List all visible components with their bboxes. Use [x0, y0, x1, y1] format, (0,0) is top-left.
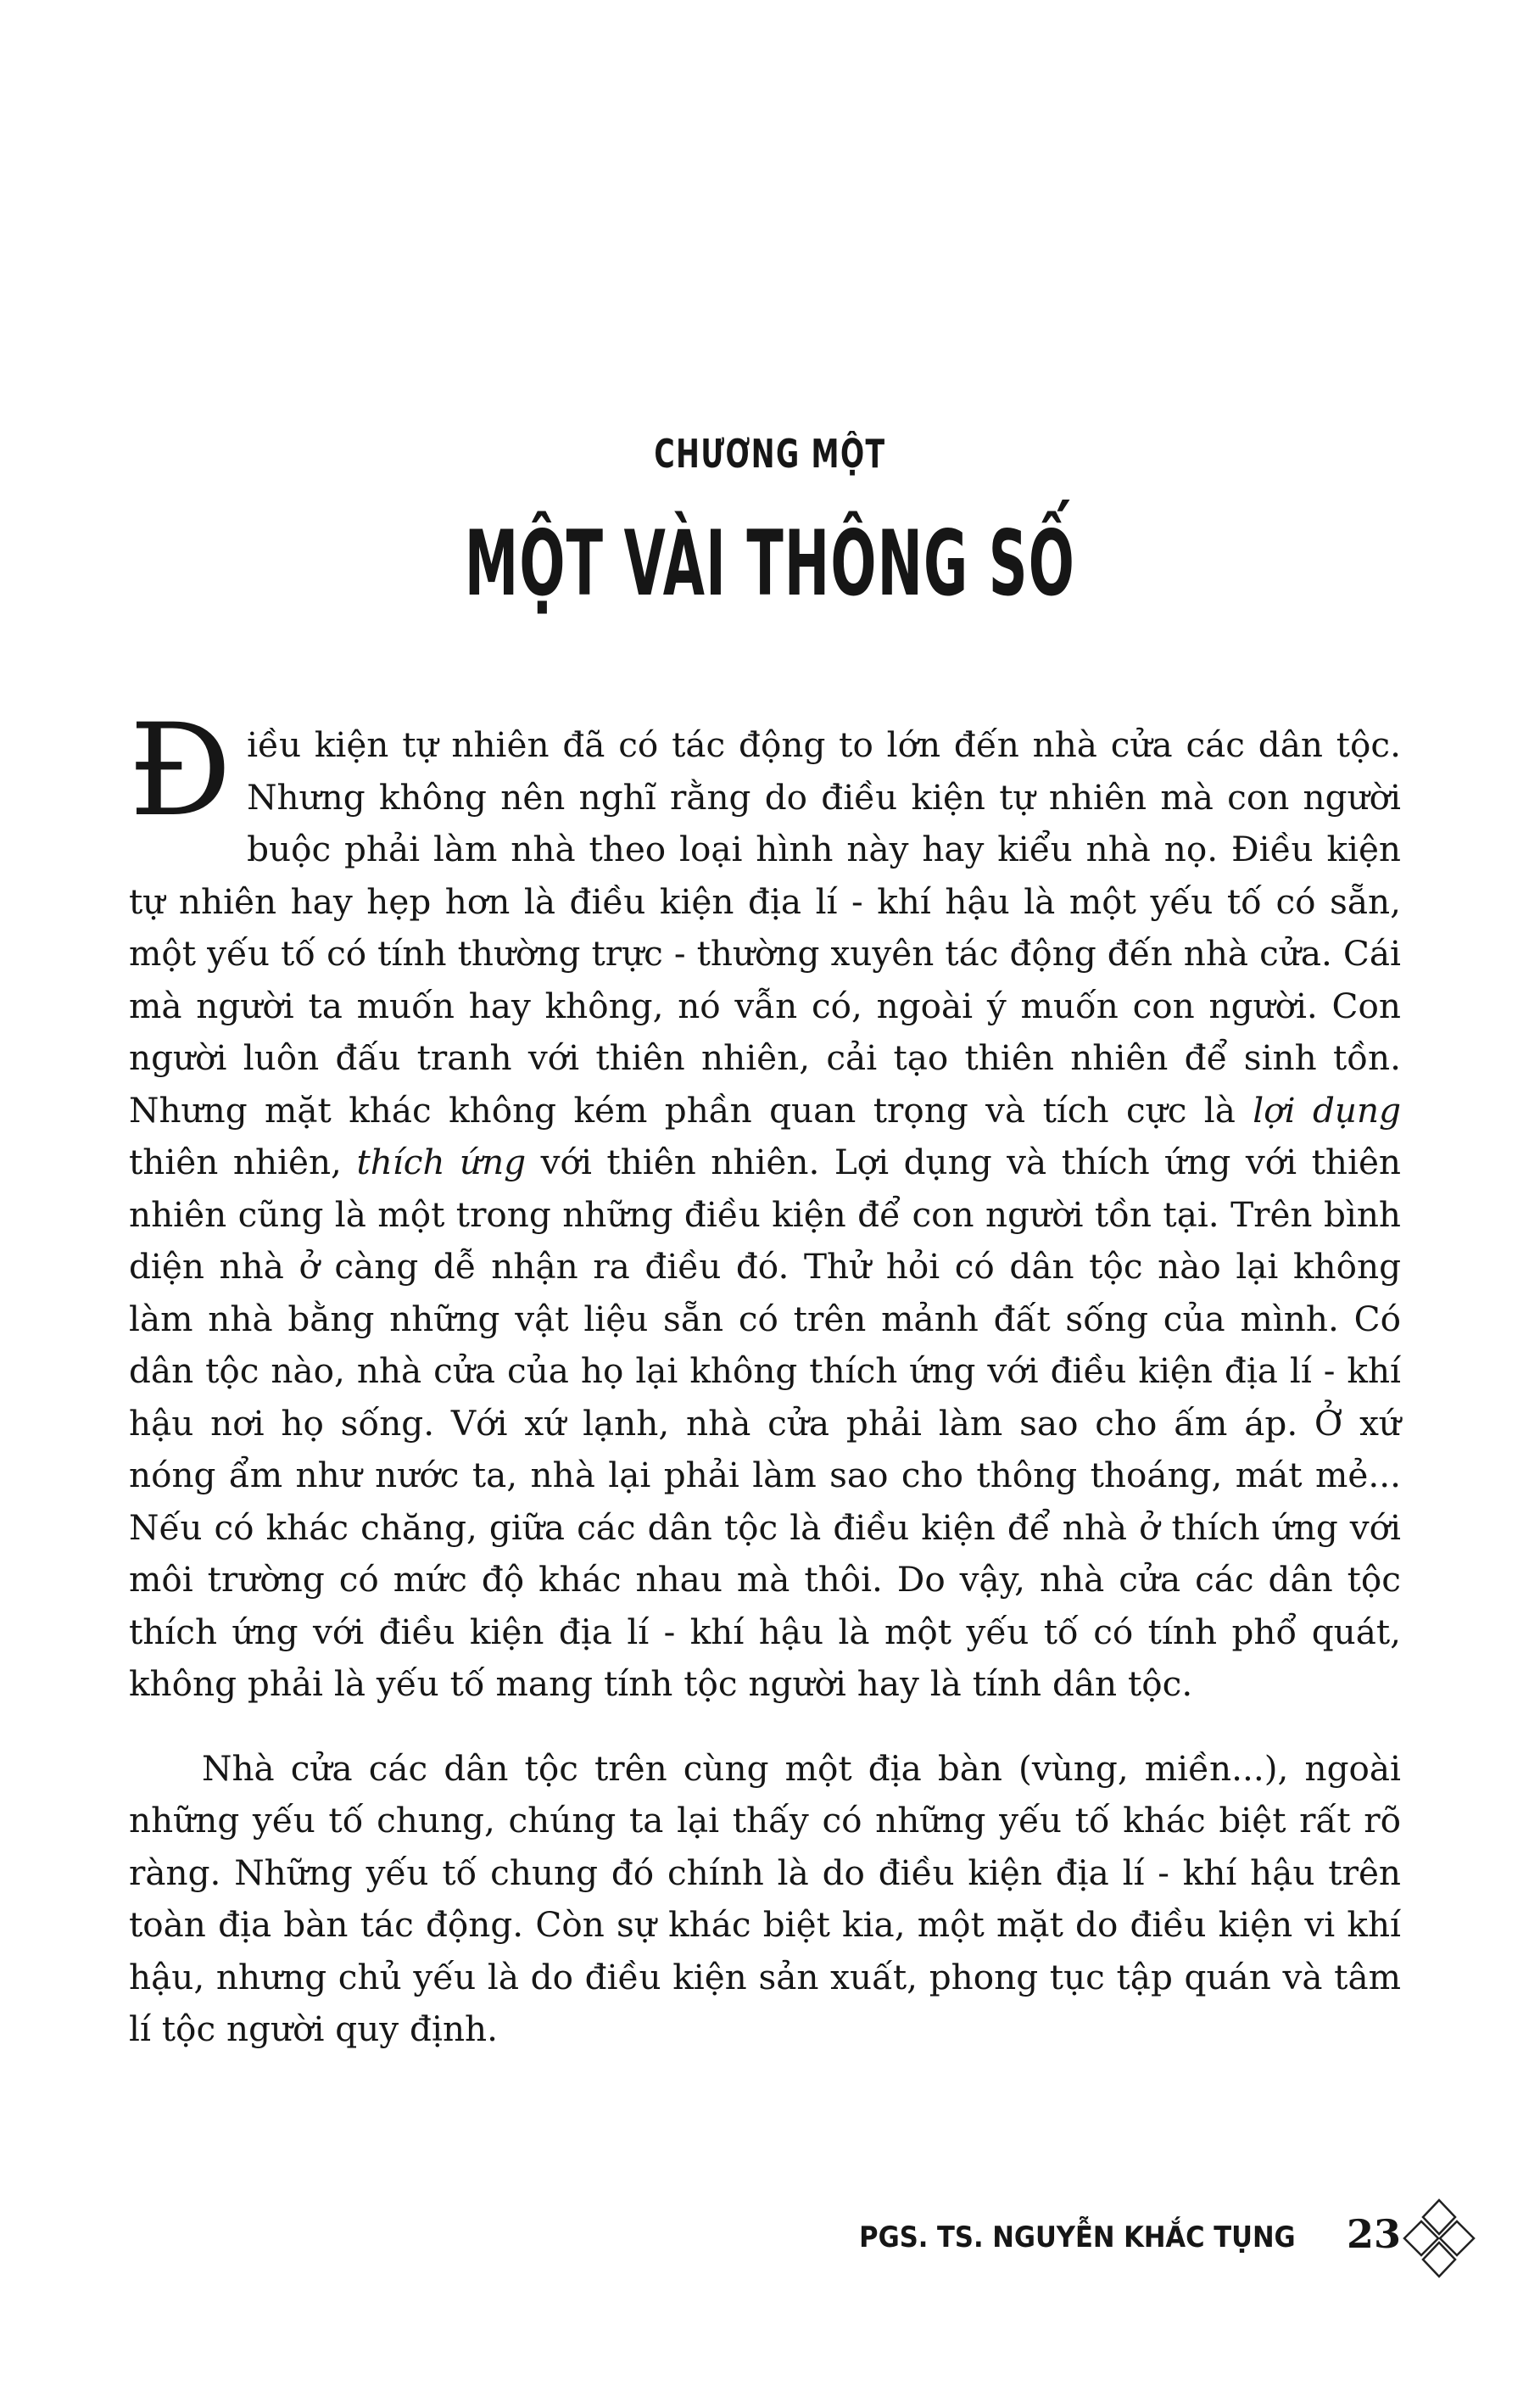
- emphasis-loi-dung: lợi dụng: [1253, 1089, 1401, 1131]
- chapter-title: MỘT VÀI THÔNG SỐ: [464, 511, 1076, 616]
- emphasis-thich-ung: thích ứng: [356, 1142, 527, 1182]
- diamond-ornament-icon: [1401, 2197, 1477, 2280]
- chapter-label: CHƯƠNG MỘT: [654, 431, 886, 477]
- paragraph-1-text-mid: thiên nhiên,: [129, 1142, 357, 1182]
- body-text: [129, 697, 1401, 2056]
- paragraph-1: [129, 697, 1401, 1711]
- footer-author: PGS. TS. NGUYỄN KHẮC TỤNG: [859, 2220, 1296, 2254]
- page-number: 23: [1347, 2211, 1402, 2257]
- paragraph-1-text-end: với thiên nhiên. Lợi dụng và thích ứng với thiên nhiên cũng là một trong những điều kiện để con người tồn tại. Trên bình diện nhà ở càng dễ nhận ra điều đó. Thử hỏi có dân tộc nào lại không làm nhà bằng những vật liệu sẵn có trên mảnh đất sống của mình. Có dân tộc nào, nhà cửa của họ lại không thích ứng với điều kiện địa lí - khí hậu nơi họ sống. Với xứ lạnh, nhà cửa phải làm sao cho ấm áp. Ở xứ nóng ẩm như nước ta, nhà lại phải làm sao cho thông thoáng, mát mẻ... Nếu có khác chăng, giữa các dân tộc là điều kiện để nhà ở thích ứng với môi trường có mức độ khác nhau mà thôi. Do vậy, nhà cửa các dân tộc thích ứng với điều kiện địa lí - khí hậu là một yếu tố có tính phổ quát, không phải là yếu tố mang tính tộc người hay là tính dân tộc.: [129, 1142, 1401, 1704]
- drop-cap: Đ: [129, 697, 232, 845]
- paragraph-1-text: iều kiện tự nhiên đã có tác động to lớn đến nhà cửa các dân tộc. Nhưng không nên nghĩ rằng do điều kiện tự nhiên mà con người buộc phải làm nhà theo loại hình này hay kiểu nhà nọ. Điều kiện tự nhiên hay hẹp hơn là điều kiện địa lí - khí hậu là một yếu tố có sẵn, một yếu tố có tính thường trực - thường xuyên tác động đến nhà cửa. Cái mà người ta muốn hay không, nó vẫn có, ngoài ý muốn con người. Con người luôn đấu tranh với thiên nhiên, cải tạo thiên nhiên để sinh tồn. Nhưng mặt khác không kém phần quan trọng và tích cực là: [129, 724, 1401, 1131]
- paragraph-2: Nhà cửa các dân tộc trên cùng một địa bàn (vùng, miền...), ngoài những yếu tố chung, chúng ta lại thấy có những yếu tố khác biệt rất rõ ràng. Những yếu tố chung đó chính là do điều kiện địa lí - khí hậu trên toàn địa bàn tác động. Còn sự khác biệt kia, một mặt do điều kiện vi khí hậu, nhưng chủ yếu là do điều kiện sản xuất, phong tục tập quán và tâm lí tộc người quy định.: [129, 1747, 1401, 2049]
